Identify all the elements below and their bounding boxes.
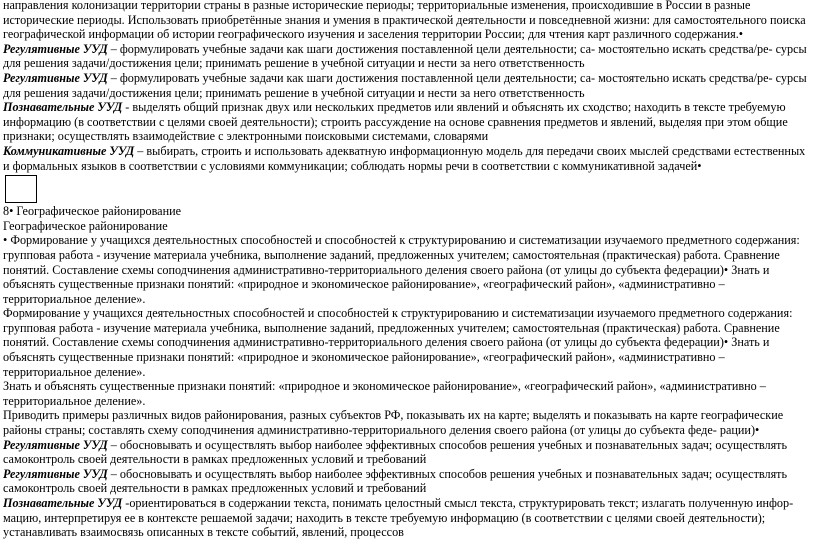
cognitive-uud-label: Познавательные УУД [3, 100, 123, 115]
regulatory-uud-label: Регулятивные УУД [3, 41, 108, 56]
paragraph-text: Приводить примеры различных видов районирования, разных субъектов РФ, показывать их на карте; выделять и показывать на карте географические районы страны; составлять схему соподчинения административно-территориального деления своего района (от улицы до субъекта феде- рации) [3, 408, 784, 438]
paragraph-communicative-uud [3, 144, 813, 173]
regulatory-uud-text: – обосновывать и осуществлять выбор наиболее эффективных способов решения учебных и познавательных задач; осуществлять самоконтроль своей деятельности в рамках предложенных условий и требований [3, 466, 788, 496]
paragraph-examples [3, 408, 813, 466]
paragraph-regulatory-uud-2 [3, 467, 813, 496]
section-title-repeat: Географическое районирование [3, 218, 168, 233]
bullet-icon: • [723, 262, 729, 277]
cognitive-uud-label: Познавательные УУД [3, 496, 123, 510]
paragraph-cognitive-uud-2 [3, 496, 813, 540]
regulatory-uud-text: – формулировать учебные задачи как шаги достижения поставленной цели деятельности; са- мостоятельно искать средства/ре- сурсы для решения задачи/достижения цели; принимать решение в учебной ситуации и нести за него ответственность [3, 70, 807, 100]
paragraph-cognitive-uud [3, 100, 813, 144]
paragraph-text: Формирование у учащихся деятельностных способностей и способностей к структурированию и систематизации изучаемого предметного содержания: групповая работа - изучение материала учебника, выполнение заданий, предложенных учителем; самостоятельная (практическая) работа. Сравнение понятий. Составление схемы соподчинения административно-территориального деления своего района (от улицы до субъекта федерации) [3, 306, 793, 350]
section-number: 8 [3, 204, 10, 219]
regulatory-uud-label: Регулятивные УУД [3, 437, 108, 452]
section-heading [3, 204, 813, 219]
regulatory-uud-label: Регулятивные УУД [3, 466, 108, 481]
bullet-icon: • [3, 233, 8, 248]
regulatory-uud-label: Регулятивные УУД [3, 70, 108, 85]
cognitive-uud-text: -ориентироваться в содержании текста, понимать целостный смысл текста, структурировать текст; излагать полученную инфор- мацию, интерпретируя ее в контексте решаемой задачи; находить в тексте требуемую информацию (в соответствии с целями своей деятельности); устанавливать взаимосвязь описанных в тексте событий, явлений, процессов [3, 496, 794, 540]
paragraph-geography-history [3, 0, 813, 71]
bullet-icon: • [755, 423, 760, 438]
bullet-icon: • [697, 158, 702, 173]
paragraph-concepts: Знать и объяснять существенные признаки понятий: «природное и экономическое районирование», «географический район», «административно – территориальное деление». [3, 379, 766, 408]
communicative-uud-label: Коммуникативные УУД [3, 143, 135, 158]
bullet-icon: • [9, 204, 14, 219]
paragraph-text: Знать и объяснять существенные признаки понятий: «природное и экономическое районирование», «географический район», «административно – территориальное деление». [3, 335, 770, 379]
cognitive-uud-text: - выделять общий признак двух или нескольких предметов или явлений и объяснять их сходство; находить в тексте требуемую информацию (в соответствии с целями своей деятельности); строить рассуждение на основе сравнения предметов и явлений, выделяя при этом общие признаки; осуществлять взаимодействие с электронными поисковыми системами, словарями [3, 100, 788, 144]
regulatory-uud-text: – обосновывать и осуществлять выбор наиболее эффективных способов решения учебных и познавательных задач; осуществлять самоконтроль своей деятельности в рамках предложенных условий и требований [3, 437, 788, 467]
paragraph-text: Знать и объяснять существенные признаки понятий: «природное и экономическое районирование», «географический район», «административно – территориальное деление». [3, 262, 770, 306]
section-title: Географическое районирование [13, 204, 182, 219]
regulatory-uud-text: – формулировать учебные задачи как шаги достижения поставленной цели деятельности; са- мостоятельно искать средства/ре- сурсы для решения задачи/достижения цели; принимать решение в учебной ситуации и нести за него ответственность [3, 41, 807, 71]
bullet-icon: • [723, 335, 729, 350]
communicative-uud-text: – выбирать, строить и использовать адекватную информационную модель для передачи своих мыслей средствами естественных и формальных языков в соответствии с условиями коммуникации; соблюдать нормы речи в соответствии с коммуникативной задачей [3, 143, 806, 173]
paragraph-text: направления колонизации территории страны в разные исторические периоды; территориальные изменения, происходившие в России в разные исторические периоды. Использовать приобретённые знания и умения в практической деятельности и повседневной жизни: для самостоятельного поиска географической информации об истории географического изучения и заселения территории России; для чтения карт различного содержания. [3, 0, 806, 42]
paragraph-activity-formation-repeat [3, 306, 813, 379]
empty-table-cell [5, 175, 37, 203]
paragraph-activity-formation [3, 233, 813, 306]
paragraph-text: Формирование у учащихся деятельностных способностей и способностей к структурированию и систематизации изучаемого предметного содержания: групповая работа - изучение материала учебника, выполнение заданий, предложенных учителем; самостоятельная (практическая) работа. Сравнение понятий. Составление схемы соподчинения административно-территориального деления своего района (от улицы до субъекта федерации) [3, 233, 800, 277]
paragraph-regulatory-uud [3, 71, 813, 100]
bullet-icon: • [738, 27, 744, 42]
